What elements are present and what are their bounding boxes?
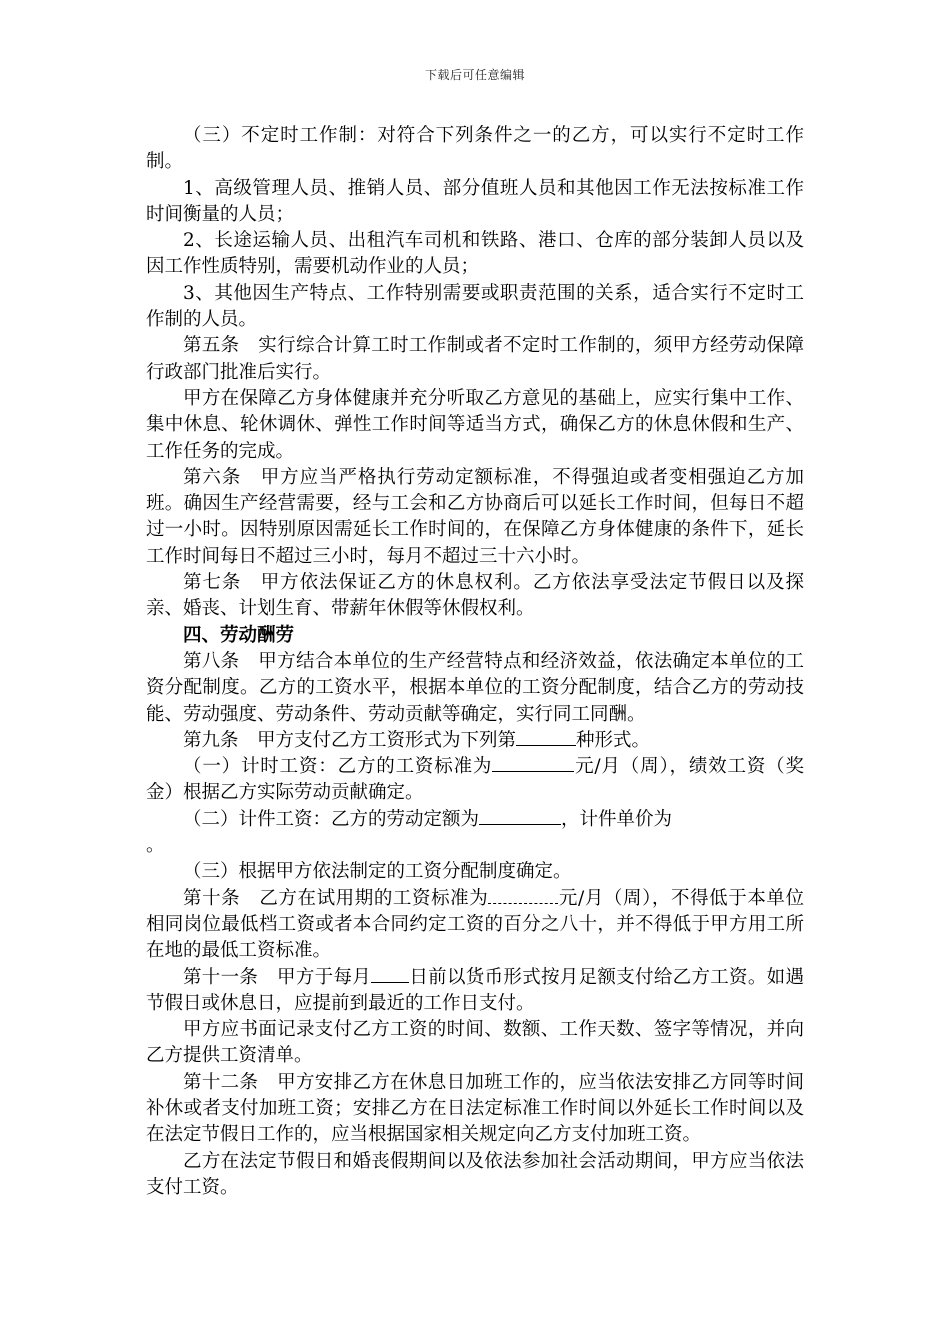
paragraph-article-5: 第五条 实行综合计算工时工作制或者不定时工作制的，须甲方经劳动保障行政部门批准后实行。 (146, 335, 804, 383)
paragraph-item-1: 1、高级管理人员、推销人员、部分值班人员和其他因工作无法按标准工作时间衡量的人员； (146, 177, 804, 225)
blank-probation-wage[interactable] (488, 886, 558, 904)
blank-pay-day[interactable] (371, 965, 409, 983)
paragraph-holiday-pay: 乙方在法定节假日和婚丧假期间以及依法参加社会活动期间，甲方应当依法支付工资。 (146, 1150, 804, 1198)
article-11-text-b: 日前以货币形式按月足额支付给乙方工资。如遇节假日或休息日，应提前到最近的工作日支付。 (146, 966, 804, 1014)
paragraph-article-6: 第六条 甲方应当严格执行劳动定额标准，不得强迫或者变相强迫乙方加班。确因生产经营需要，经与工会和乙方协商后可以延长工作时间，但每日不超过一小时。因特别原因需延长工作时间的，在保障乙方身体健康的条件下，延长工作时间每日不超过三小时，每月不超过三十六小时。 (146, 466, 804, 567)
paragraph-wage-system: （三）根据甲方依法制定的工资分配制度确定。 (183, 861, 572, 883)
article-9-text-b: 种形式。 (576, 729, 651, 751)
section-heading-remuneration: 四、劳动酬劳 (183, 624, 295, 646)
time-wage-text-a: （一）计时工资：乙方的工资标准为 (183, 756, 493, 778)
paragraph-piece-wage (146, 807, 804, 860)
blank-time-wage-amount[interactable] (492, 754, 574, 772)
piece-wage-text-c: 。 (146, 835, 165, 857)
paragraph-article-11 (146, 965, 804, 1018)
piece-wage-text-a: （二）计件工资：乙方的劳动定额为 (183, 808, 480, 830)
paragraph-item-3: 3、其他因生产特点、工作特别需要或职责范围的关系，适合实行不定时工作制的人员。 (146, 282, 804, 331)
article-10-text-a: 第十条 乙方在试用期的工资标准为 (183, 887, 489, 909)
blank-wage-form[interactable] (516, 728, 576, 746)
article-11-text-a: 第十一条 甲方于每月 (183, 966, 372, 988)
paragraph-article-5-detail: 甲方在保障乙方身体健康并充分听取乙方意见的基础上，应实行集中工作、集中休息、轮休调休、弹性工作时间等适当方式，确保乙方的休息休假和生产、工作任务的完成。 (146, 387, 804, 462)
paragraph-article-10 (146, 886, 804, 965)
paragraph-item-2: 2、长途运输人员、出租汽车司机和铁路、港口、仓库的部分装卸人员以及因工作性质特别，需要机动作业的人员； (146, 230, 804, 278)
time-wage-text-b: 元/月（周），绩效工资（奖金）根据乙方实际劳动贡献确定。 (146, 756, 804, 804)
article-10-text-b: 元/月（周），不得低于本单位相同岗位最低档工资或者本合同约定工资的百分之八十，并不得低于甲方用工所在地的最低工资标准。 (146, 887, 804, 962)
paragraph-article-7: 第七条 甲方依法保证乙方的休息权利。乙方依法享受法定节假日以及探亲、婚丧、计划生育、带薪年休假等休假权利。 (146, 572, 804, 620)
page-header: 下载后可任意编辑 (424, 68, 525, 82)
article-9-text-a: 第九条 甲方支付乙方工资形式为下列第 (183, 729, 517, 751)
document-body (146, 123, 804, 1201)
blank-labor-quota[interactable] (479, 807, 561, 825)
piece-wage-text-b: ，计件单价为 (561, 808, 673, 830)
paragraph-article-9 (146, 728, 804, 754)
paragraph-irregular-hours: （三）不定时工作制：对符合下列条件之一的乙方，可以实行不定时工作制。 (146, 125, 804, 173)
paragraph-wage-record: 甲方应书面记录支付乙方工资的时间、数额、工作天数、签字等情况，并向乙方提供工资清单。 (146, 1019, 804, 1067)
paragraph-time-wage (146, 754, 804, 807)
paragraph-article-12: 第十二条 甲方安排乙方在休息日加班工作的，应当依法安排乙方同等时间补休或者支付加班工资；安排乙方在日法定标准工作时间以外延长工作时间以及在法定节假日工作的，应当根据国家相关规定向乙方支付加班工资。 (146, 1071, 804, 1146)
paragraph-article-8: 第八条 甲方结合本单位的生产经营特点和经济效益，依法确定本单位的工资分配制度。乙方的工资水平，根据本单位的工资分配制度，结合乙方的劳动技能、劳动强度、劳动条件、劳动贡献等确定，实行同工同酬。 (146, 650, 804, 725)
